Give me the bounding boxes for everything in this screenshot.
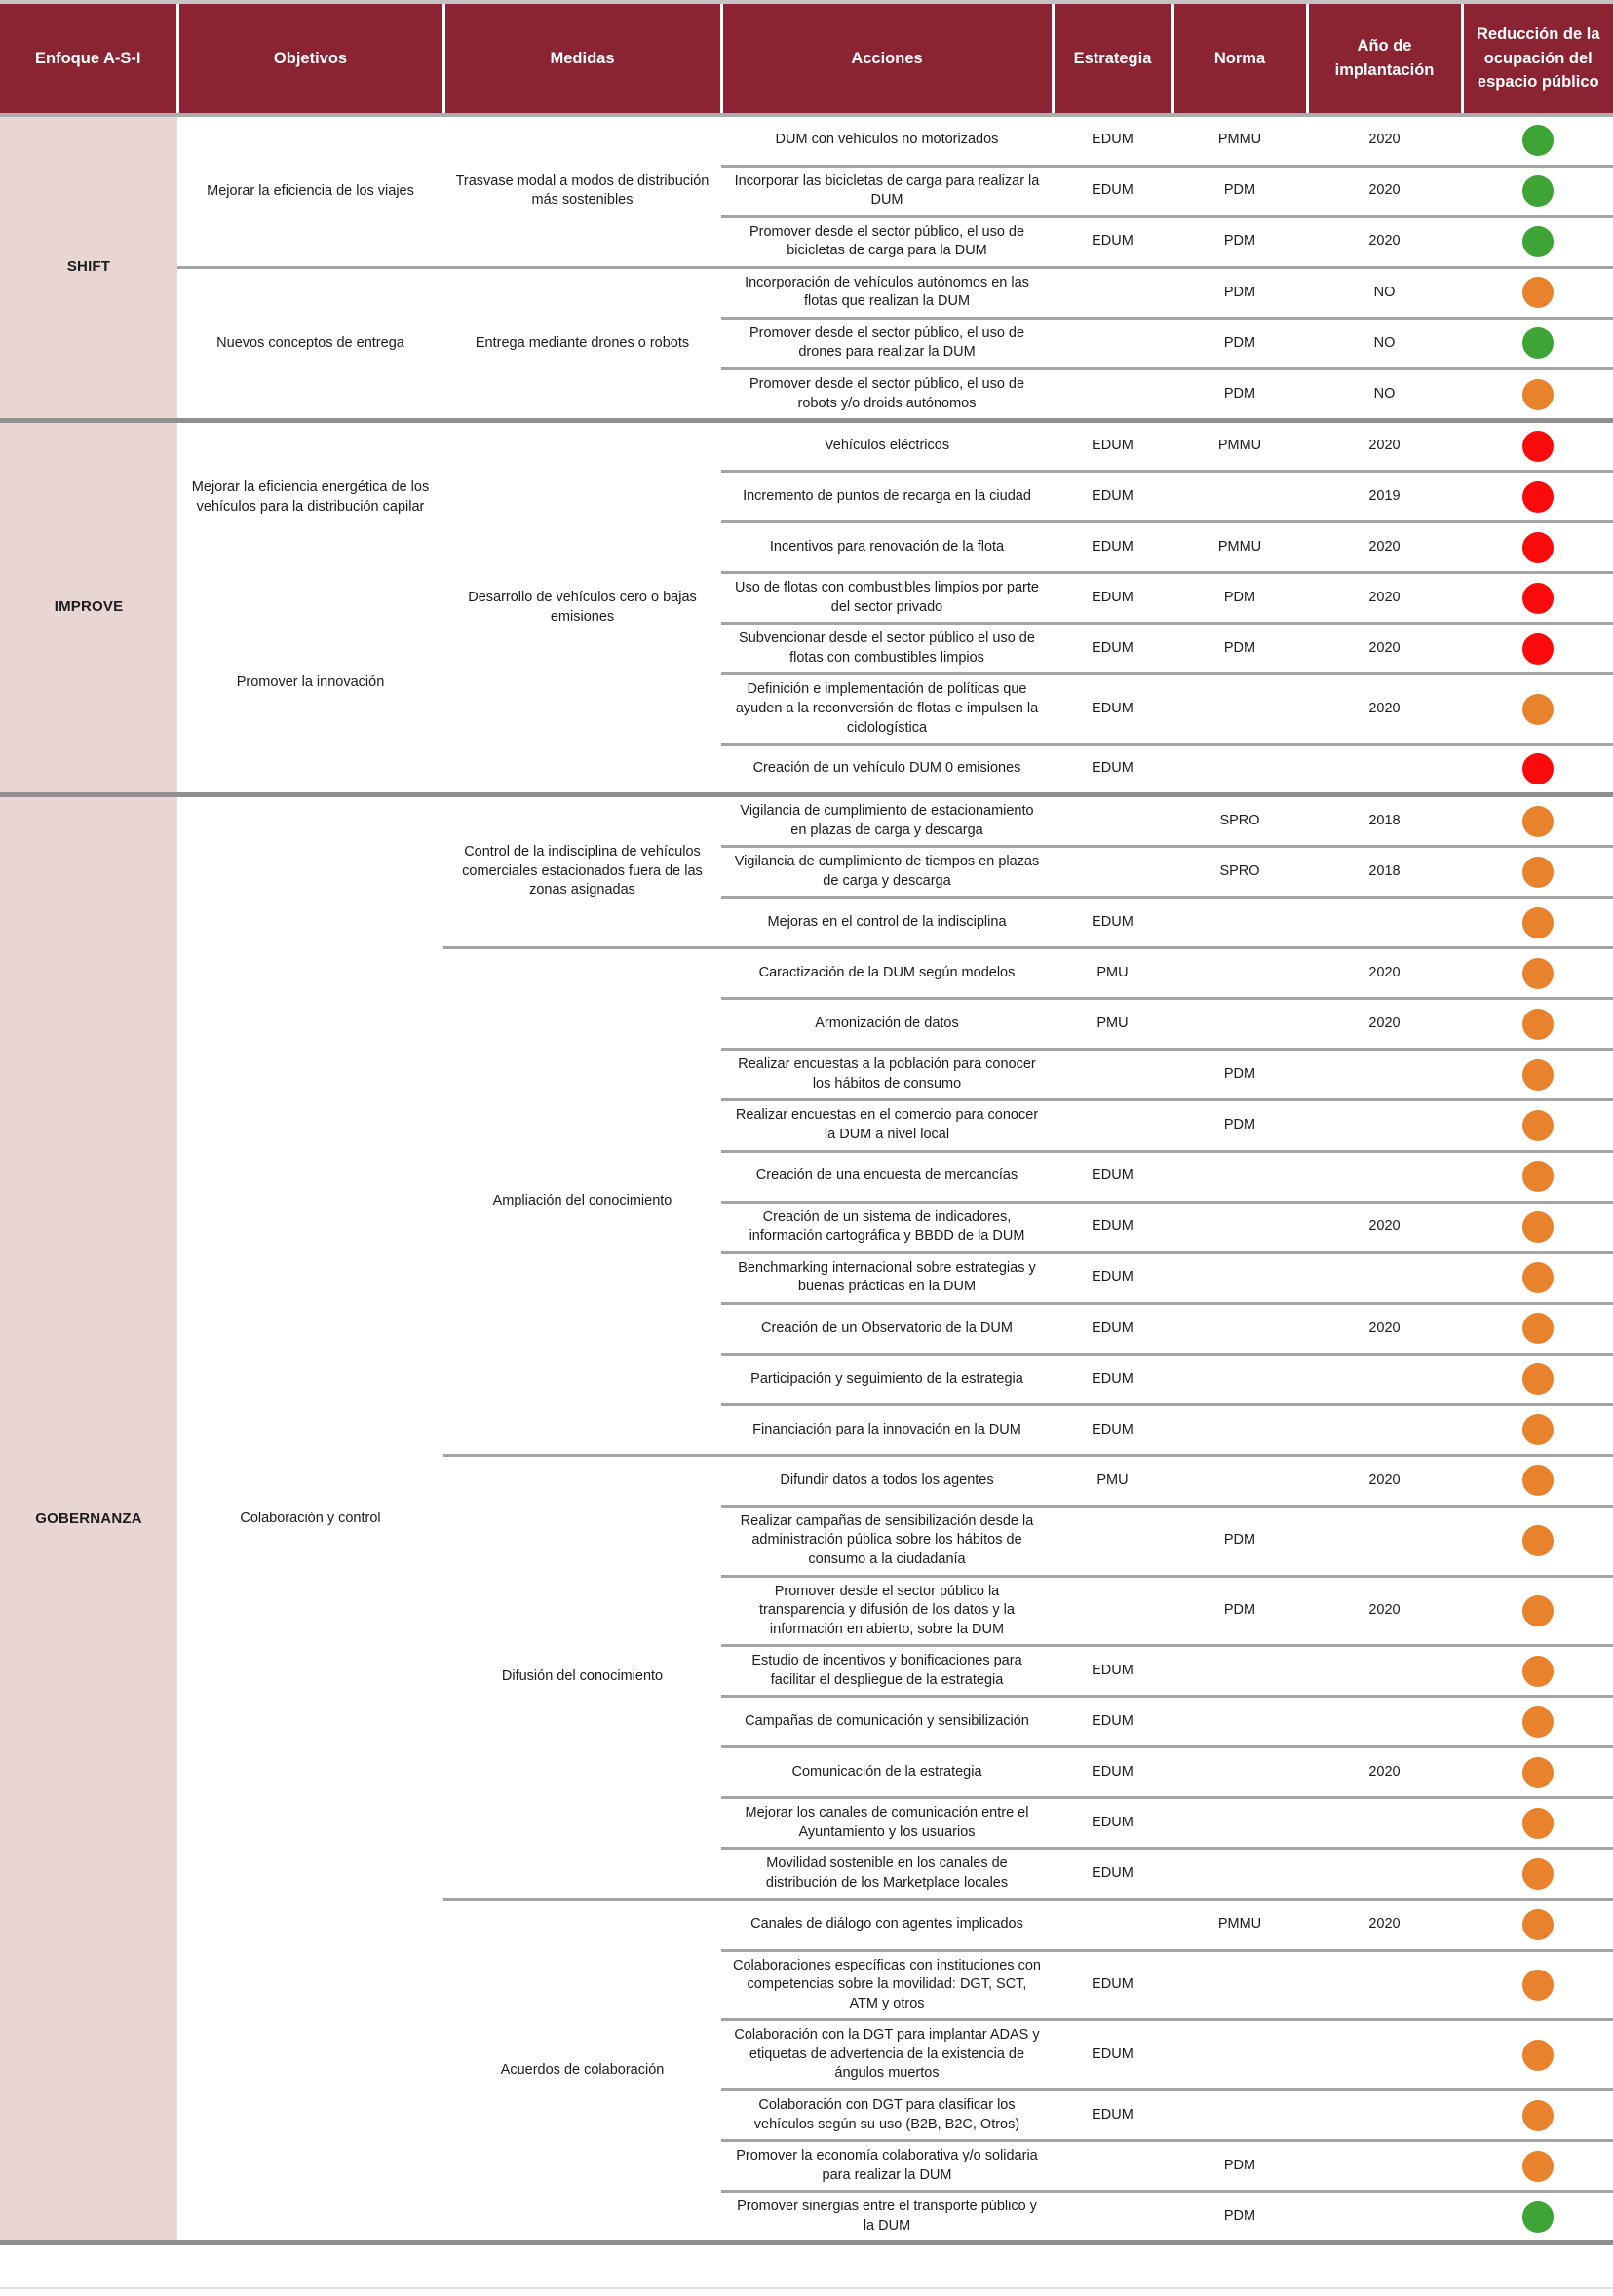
norma-cell bbox=[1172, 1950, 1307, 2020]
status-cell bbox=[1462, 421, 1613, 472]
norma-cell bbox=[1172, 1202, 1307, 1252]
estrategia-cell: EDUM bbox=[1053, 1404, 1172, 1455]
status-dot-green bbox=[1522, 327, 1554, 359]
anio-cell: 2020 bbox=[1307, 999, 1462, 1050]
norma-cell bbox=[1172, 674, 1307, 745]
estrategia-cell: EDUM bbox=[1053, 1303, 1172, 1354]
anio-cell bbox=[1307, 898, 1462, 948]
status-cell bbox=[1462, 115, 1613, 166]
norma-cell bbox=[1172, 1747, 1307, 1798]
col-header-medidas: Medidas bbox=[443, 2, 721, 115]
status-dot-red bbox=[1522, 532, 1554, 563]
status-dot-orange bbox=[1522, 1161, 1554, 1192]
estrategia-cell: EDUM bbox=[1053, 1950, 1172, 2020]
status-cell bbox=[1462, 1697, 1613, 1747]
accion-cell: Incorporar las bicicletas de carga para realizar la DUM bbox=[721, 166, 1053, 216]
accion-cell: Vigilancia de cumplimiento de tiempos en plazas de carga y descarga bbox=[721, 847, 1053, 898]
accion-cell: Incremento de puntos de recarga en la ciudad bbox=[721, 472, 1053, 522]
status-dot-orange bbox=[1522, 2100, 1554, 2131]
accion-cell: Creación de un sistema de indicadores, información cartográfica y BBDD de la DUM bbox=[721, 1202, 1053, 1252]
status-cell bbox=[1462, 624, 1613, 674]
estrategia-cell: EDUM bbox=[1053, 1151, 1172, 1202]
estrategia-cell: PMU bbox=[1053, 1455, 1172, 1506]
status-cell bbox=[1462, 1354, 1613, 1404]
col-header-reduccion: Reducción de la ocupación del espacio público bbox=[1462, 2, 1613, 115]
anio-cell: 2020 bbox=[1307, 1455, 1462, 1506]
status-dot-orange bbox=[1522, 1059, 1554, 1091]
accion-cell: Uso de flotas con combustibles limpios por parte del sector privado bbox=[721, 573, 1053, 624]
estrategia-cell: EDUM bbox=[1053, 674, 1172, 745]
objetivo-cell: Promover la innovación bbox=[177, 573, 443, 795]
accion-cell: Movilidad sostenible en los canales de distribución de los Marketplace locales bbox=[721, 1849, 1053, 1899]
accion-cell: Campañas de comunicación y sensibilización bbox=[721, 1697, 1053, 1747]
status-cell bbox=[1462, 1404, 1613, 1455]
col-header-objetivos: Objetivos bbox=[177, 2, 443, 115]
status-cell bbox=[1462, 573, 1613, 624]
anio-cell: 2020 bbox=[1307, 1576, 1462, 1646]
accion-cell: Mejoras en el control de la indisciplina bbox=[721, 898, 1053, 948]
status-cell bbox=[1462, 1576, 1613, 1646]
status-dot-orange bbox=[1522, 1595, 1554, 1626]
estrategia-cell bbox=[1053, 1100, 1172, 1151]
estrategia-cell: EDUM bbox=[1053, 624, 1172, 674]
norma-cell bbox=[1172, 1455, 1307, 1506]
norma-cell bbox=[1172, 472, 1307, 522]
status-dot-orange bbox=[1522, 1808, 1554, 1839]
status-dot-orange bbox=[1522, 1110, 1554, 1141]
accion-cell: Mejorar los canales de comunicación entre el Ayuntamiento y los usuarios bbox=[721, 1798, 1053, 1849]
norma-cell: PDM bbox=[1172, 2192, 1307, 2243]
objetivo-cell: Colaboración y control bbox=[177, 795, 443, 2243]
status-dot-orange bbox=[1522, 1262, 1554, 1293]
status-cell bbox=[1462, 1798, 1613, 1849]
anio-cell: 2020 bbox=[1307, 522, 1462, 573]
status-dot-orange bbox=[1522, 857, 1554, 888]
status-dot-orange bbox=[1522, 1313, 1554, 1344]
anio-cell: 2020 bbox=[1307, 573, 1462, 624]
accion-cell: Canales de diálogo con agentes implicados bbox=[721, 1899, 1053, 1950]
norma-cell bbox=[1172, 2020, 1307, 2090]
norma-cell: PDM bbox=[1172, 1576, 1307, 1646]
norma-cell: PDM bbox=[1172, 216, 1307, 267]
anio-cell bbox=[1307, 1151, 1462, 1202]
col-header-acciones: Acciones bbox=[721, 2, 1053, 115]
status-dot-orange bbox=[1522, 379, 1554, 410]
status-cell bbox=[1462, 1100, 1613, 1151]
status-dot-green bbox=[1522, 226, 1554, 257]
estrategia-cell: EDUM bbox=[1053, 2089, 1172, 2140]
estrategia-cell: EDUM bbox=[1053, 2020, 1172, 2090]
estrategia-cell: EDUM bbox=[1053, 522, 1172, 573]
status-dot-orange bbox=[1522, 1858, 1554, 1890]
status-cell bbox=[1462, 318, 1613, 368]
anio-cell bbox=[1307, 2089, 1462, 2140]
medida-cell: Control de la indisciplina de vehículos comerciales estacionados fuera de las zonas asignadas bbox=[443, 795, 721, 948]
estrategia-cell: PMU bbox=[1053, 999, 1172, 1050]
status-dot-orange bbox=[1522, 1970, 1554, 2001]
norma-cell bbox=[1172, 999, 1307, 1050]
accion-cell: Promover desde el sector público la transparencia y difusión de los datos y la información en abierto, sobre la DUM bbox=[721, 1576, 1053, 1646]
norma-cell: PDM bbox=[1172, 1050, 1307, 1100]
status-cell bbox=[1462, 948, 1613, 999]
status-cell bbox=[1462, 847, 1613, 898]
status-dot-orange bbox=[1522, 1363, 1554, 1395]
estrategia-cell: EDUM bbox=[1053, 745, 1172, 795]
norma-cell bbox=[1172, 1404, 1307, 1455]
status-cell bbox=[1462, 1506, 1613, 1576]
estrategia-cell: EDUM bbox=[1053, 166, 1172, 216]
accion-cell: Incorporación de vehículos autónomos en las flotas que realizan la DUM bbox=[721, 267, 1053, 318]
anio-cell bbox=[1307, 2020, 1462, 2090]
status-dot-orange bbox=[1522, 1009, 1554, 1040]
status-dot-orange bbox=[1522, 694, 1554, 725]
accion-cell: Promover desde el sector público, el uso de bicicletas de carga para la DUM bbox=[721, 216, 1053, 267]
status-dot-orange bbox=[1522, 1656, 1554, 1687]
accion-cell: Participación y seguimiento de la estrategia bbox=[721, 1354, 1053, 1404]
anio-cell: 2019 bbox=[1307, 472, 1462, 522]
section-cell: IMPROVE bbox=[0, 421, 177, 795]
estrategia-cell: EDUM bbox=[1053, 898, 1172, 948]
accion-cell: Difundir datos a todos los agentes bbox=[721, 1455, 1053, 1506]
status-cell bbox=[1462, 1303, 1613, 1354]
table-body bbox=[0, 115, 1613, 2243]
status-cell bbox=[1462, 216, 1613, 267]
page-bottom-line bbox=[0, 2287, 1613, 2289]
status-cell bbox=[1462, 898, 1613, 948]
col-header-estrategia: Estrategia bbox=[1053, 2, 1172, 115]
status-cell bbox=[1462, 1455, 1613, 1506]
norma-cell: PDM bbox=[1172, 573, 1307, 624]
medida-cell: Difusión del conocimiento bbox=[443, 1455, 721, 1899]
status-dot-red bbox=[1522, 633, 1554, 665]
section-cell: SHIFT bbox=[0, 115, 177, 421]
norma-cell: PMMU bbox=[1172, 522, 1307, 573]
anio-cell: 2020 bbox=[1307, 1747, 1462, 1798]
estrategia-cell bbox=[1053, 1576, 1172, 1646]
accion-cell: Realizar encuestas a la población para conocer los hábitos de consumo bbox=[721, 1050, 1053, 1100]
anio-cell: 2020 bbox=[1307, 1899, 1462, 1950]
anio-cell: NO bbox=[1307, 267, 1462, 318]
estrategia-cell: PMU bbox=[1053, 948, 1172, 999]
estrategia-cell bbox=[1053, 369, 1172, 421]
norma-cell: PMMU bbox=[1172, 115, 1307, 166]
status-dot-orange bbox=[1522, 907, 1554, 938]
norma-cell bbox=[1172, 2089, 1307, 2140]
accion-cell: Promover sinergias entre el transporte público y la DUM bbox=[721, 2192, 1053, 2243]
estrategia-cell bbox=[1053, 1899, 1172, 1950]
status-cell bbox=[1462, 2141, 1613, 2192]
anio-cell bbox=[1307, 1506, 1462, 1576]
anio-cell: 2020 bbox=[1307, 421, 1462, 472]
status-cell bbox=[1462, 1747, 1613, 1798]
anio-cell: 2018 bbox=[1307, 795, 1462, 847]
status-dot-green bbox=[1522, 175, 1554, 207]
estrategia-cell bbox=[1053, 267, 1172, 318]
status-cell bbox=[1462, 472, 1613, 522]
accion-cell: Realizar campañas de sensibilización desde la administración pública sobre los hábitos de consumo a la ciudadanía bbox=[721, 1506, 1053, 1576]
status-cell bbox=[1462, 2192, 1613, 2243]
status-dot-orange bbox=[1522, 1465, 1554, 1496]
anio-cell bbox=[1307, 2141, 1462, 2192]
accion-cell: Incentivos para renovación de la flota bbox=[721, 522, 1053, 573]
status-dot-red bbox=[1522, 583, 1554, 614]
accion-cell: Comunicación de la estrategia bbox=[721, 1747, 1053, 1798]
status-cell bbox=[1462, 1151, 1613, 1202]
accion-cell: Definición e implementación de políticas que ayuden a la reconversión de flotas e impulsen la ciclologística bbox=[721, 674, 1053, 745]
objetivo-cell: Mejorar la eficiencia energética de los vehículos para la distribución capilar bbox=[177, 421, 443, 573]
accion-cell: Armonización de datos bbox=[721, 999, 1053, 1050]
norma-cell bbox=[1172, 1354, 1307, 1404]
estrategia-cell: EDUM bbox=[1053, 1354, 1172, 1404]
norma-cell: PMMU bbox=[1172, 421, 1307, 472]
status-cell bbox=[1462, 999, 1613, 1050]
estrategia-cell bbox=[1053, 318, 1172, 368]
status-dot-green bbox=[1522, 2201, 1554, 2233]
anio-cell bbox=[1307, 1646, 1462, 1697]
anio-cell bbox=[1307, 1849, 1462, 1899]
accion-cell: Creación de un Observatorio de la DUM bbox=[721, 1303, 1053, 1354]
anio-cell: 2018 bbox=[1307, 847, 1462, 898]
anio-cell bbox=[1307, 745, 1462, 795]
status-cell bbox=[1462, 1646, 1613, 1697]
status-dot-red bbox=[1522, 431, 1554, 462]
status-cell bbox=[1462, 1899, 1613, 1950]
status-dot-orange bbox=[1522, 1909, 1554, 1940]
accion-cell: Promover desde el sector público, el uso de robots y/o droids autónomos bbox=[721, 369, 1053, 421]
norma-cell: PDM bbox=[1172, 267, 1307, 318]
norma-cell: PMMU bbox=[1172, 1899, 1307, 1950]
accion-cell: Financiación para la innovación en la DUM bbox=[721, 1404, 1053, 1455]
estrategia-cell: EDUM bbox=[1053, 421, 1172, 472]
estrategia-cell: EDUM bbox=[1053, 1747, 1172, 1798]
norma-cell bbox=[1172, 898, 1307, 948]
status-dot-orange bbox=[1522, 1525, 1554, 1556]
accion-cell: Creación de una encuesta de mercancías bbox=[721, 1151, 1053, 1202]
accion-cell: Promover la economía colaborativa y/o solidaria para realizar la DUM bbox=[721, 2141, 1053, 2192]
accion-cell: Caractización de la DUM según modelos bbox=[721, 948, 1053, 999]
medida-cell: Entrega mediante drones o robots bbox=[443, 267, 721, 420]
status-cell bbox=[1462, 1950, 1613, 2020]
status-dot-orange bbox=[1522, 1706, 1554, 1738]
anio-cell bbox=[1307, 1100, 1462, 1151]
accion-cell: Estudio de incentivos y bonificaciones para facilitar el despliegue de la estrategia bbox=[721, 1646, 1053, 1697]
col-header-enfoque: Enfoque A-S-I bbox=[0, 2, 177, 115]
norma-cell: PDM bbox=[1172, 1506, 1307, 1576]
accion-cell: Realizar encuestas en el comercio para conocer la DUM a nivel local bbox=[721, 1100, 1053, 1151]
accion-cell: Benchmarking internacional sobre estrategias y buenas prácticas en la DUM bbox=[721, 1252, 1053, 1303]
medida-cell: Ampliación del conocimiento bbox=[443, 948, 721, 1456]
status-dot-red bbox=[1522, 481, 1554, 513]
status-cell bbox=[1462, 1050, 1613, 1100]
norma-cell bbox=[1172, 1303, 1307, 1354]
anio-cell bbox=[1307, 1798, 1462, 1849]
norma-cell bbox=[1172, 1697, 1307, 1747]
status-cell bbox=[1462, 369, 1613, 421]
anio-cell bbox=[1307, 1950, 1462, 2020]
anio-cell: 2020 bbox=[1307, 624, 1462, 674]
anio-cell: 2020 bbox=[1307, 166, 1462, 216]
estrategia-cell bbox=[1053, 2192, 1172, 2243]
estrategia-cell bbox=[1053, 847, 1172, 898]
status-cell bbox=[1462, 795, 1613, 847]
estrategia-cell: EDUM bbox=[1053, 1798, 1172, 1849]
status-dot-orange bbox=[1522, 277, 1554, 308]
accion-cell: Vigilancia de cumplimiento de estacionamiento en plazas de carga y descarga bbox=[721, 795, 1053, 847]
norma-cell: PDM bbox=[1172, 1100, 1307, 1151]
anio-cell: 2020 bbox=[1307, 115, 1462, 166]
estrategia-cell bbox=[1053, 795, 1172, 847]
estrategia-cell bbox=[1053, 1506, 1172, 1576]
norma-cell: SPRO bbox=[1172, 795, 1307, 847]
anio-cell: NO bbox=[1307, 318, 1462, 368]
norma-cell bbox=[1172, 1151, 1307, 1202]
status-cell bbox=[1462, 1252, 1613, 1303]
status-cell bbox=[1462, 674, 1613, 745]
estrategia-cell: EDUM bbox=[1053, 1849, 1172, 1899]
status-dot-orange bbox=[1522, 958, 1554, 989]
status-cell bbox=[1462, 166, 1613, 216]
status-dot-orange bbox=[1522, 2151, 1554, 2182]
accion-cell: Creación de un vehículo DUM 0 emisiones bbox=[721, 745, 1053, 795]
estrategia-cell bbox=[1053, 2141, 1172, 2192]
estrategia-cell: EDUM bbox=[1053, 1202, 1172, 1252]
anio-cell: 2020 bbox=[1307, 216, 1462, 267]
norma-cell bbox=[1172, 1646, 1307, 1697]
status-dot-green bbox=[1522, 125, 1554, 156]
anio-cell bbox=[1307, 1404, 1462, 1455]
accion-cell: Colaboraciones específicas con instituciones con competencias sobre la movilidad: DGT, SCT, ATM y otros bbox=[721, 1950, 1053, 2020]
accion-cell: Vehículos eléctricos bbox=[721, 421, 1053, 472]
anio-cell bbox=[1307, 1697, 1462, 1747]
status-cell bbox=[1462, 1202, 1613, 1252]
norma-cell bbox=[1172, 1252, 1307, 1303]
anio-cell: 2020 bbox=[1307, 674, 1462, 745]
estrategia-cell: EDUM bbox=[1053, 1646, 1172, 1697]
estrategia-cell: EDUM bbox=[1053, 216, 1172, 267]
medida-cell: Desarrollo de vehículos cero o bajas emisiones bbox=[443, 421, 721, 795]
status-dot-red bbox=[1522, 753, 1554, 784]
norma-cell: SPRO bbox=[1172, 847, 1307, 898]
estrategia-cell: EDUM bbox=[1053, 1252, 1172, 1303]
status-cell bbox=[1462, 267, 1613, 318]
estrategia-cell: EDUM bbox=[1053, 573, 1172, 624]
status-dot-orange bbox=[1522, 1757, 1554, 1788]
status-cell bbox=[1462, 2020, 1613, 2090]
accion-cell: DUM con vehículos no motorizados bbox=[721, 115, 1053, 166]
norma-cell: PDM bbox=[1172, 318, 1307, 368]
anio-cell bbox=[1307, 1354, 1462, 1404]
medida-cell: Trasvase modal a modos de distribución más sostenibles bbox=[443, 115, 721, 267]
status-cell bbox=[1462, 1849, 1613, 1899]
estrategia-cell: EDUM bbox=[1053, 1697, 1172, 1747]
estrategia-cell: EDUM bbox=[1053, 115, 1172, 166]
status-dot-orange bbox=[1522, 2040, 1554, 2071]
anio-cell bbox=[1307, 1050, 1462, 1100]
objetivo-cell: Mejorar la eficiencia de los viajes bbox=[177, 115, 443, 267]
status-cell bbox=[1462, 522, 1613, 573]
estrategia-cell: EDUM bbox=[1053, 472, 1172, 522]
status-dot-orange bbox=[1522, 1414, 1554, 1445]
norma-cell bbox=[1172, 948, 1307, 999]
anio-cell: NO bbox=[1307, 369, 1462, 421]
norma-cell bbox=[1172, 1849, 1307, 1899]
accion-cell: Subvencionar desde el sector público el uso de flotas con combustibles limpios bbox=[721, 624, 1053, 674]
status-cell bbox=[1462, 2089, 1613, 2140]
estrategia-cell bbox=[1053, 1050, 1172, 1100]
accion-cell: Colaboración con DGT para clasificar los vehículos según su uso (B2B, B2C, Otros) bbox=[721, 2089, 1053, 2140]
norma-cell bbox=[1172, 1798, 1307, 1849]
accion-cell: Promover desde el sector público, el uso de drones para realizar la DUM bbox=[721, 318, 1053, 368]
anio-cell bbox=[1307, 1252, 1462, 1303]
col-header-anio: Año de implantación bbox=[1307, 2, 1462, 115]
section-cell: GOBERNANZA bbox=[0, 795, 177, 2243]
norma-cell: PDM bbox=[1172, 166, 1307, 216]
anio-cell bbox=[1307, 2192, 1462, 2243]
medida-cell: Acuerdos de colaboración bbox=[443, 1899, 721, 2243]
table-header bbox=[0, 2, 1613, 115]
norma-cell bbox=[1172, 745, 1307, 795]
norma-cell: PDM bbox=[1172, 624, 1307, 674]
accion-cell: Colaboración con la DGT para implantar ADAS y etiquetas de advertencia de la existencia de ángulos muertos bbox=[721, 2020, 1053, 2090]
norma-cell: PDM bbox=[1172, 2141, 1307, 2192]
col-header-norma: Norma bbox=[1172, 2, 1307, 115]
norma-cell: PDM bbox=[1172, 369, 1307, 421]
status-dot-orange bbox=[1522, 1211, 1554, 1243]
anio-cell: 2020 bbox=[1307, 948, 1462, 999]
objetivo-cell: Nuevos conceptos de entrega bbox=[177, 267, 443, 420]
status-dot-orange bbox=[1522, 806, 1554, 837]
anio-cell: 2020 bbox=[1307, 1202, 1462, 1252]
status-cell bbox=[1462, 745, 1613, 795]
anio-cell: 2020 bbox=[1307, 1303, 1462, 1354]
